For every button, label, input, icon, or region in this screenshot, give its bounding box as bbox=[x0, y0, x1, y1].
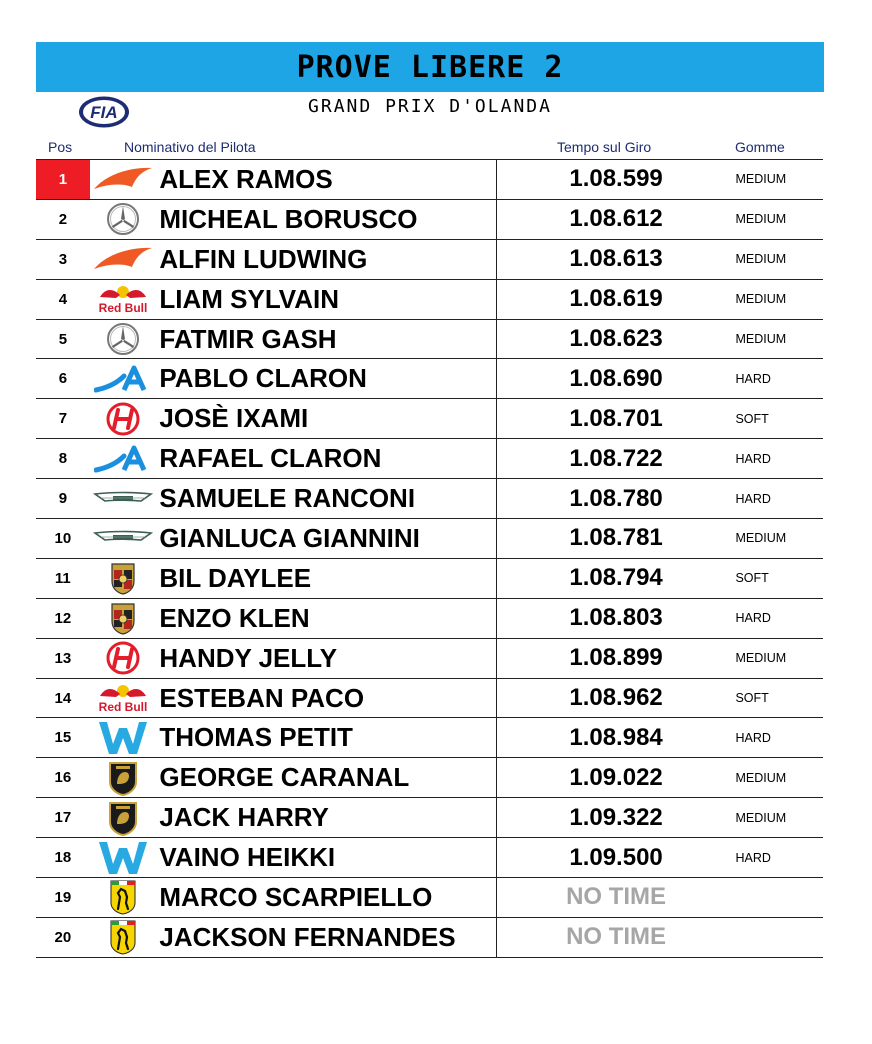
position-cell: 9 bbox=[58, 490, 68, 508]
driver-name: FATMIR GASH bbox=[155, 320, 496, 359]
tyre-compound: HARD bbox=[735, 730, 771, 745]
lap-time: 1.08.623 bbox=[569, 325, 663, 352]
driver-name: MICHEAL BORUSCO bbox=[155, 200, 496, 239]
tyre-compound: MEDIUM bbox=[735, 212, 787, 227]
tyre-compound: SOFT bbox=[735, 571, 769, 586]
tyre-compound: HARD bbox=[735, 451, 771, 466]
table-row bbox=[36, 439, 823, 479]
lap-time: 1.08.803 bbox=[569, 604, 663, 632]
position-cell: 2 bbox=[58, 210, 68, 228]
table-row bbox=[36, 160, 823, 200]
column-header-name: Nominativo del Pilota bbox=[124, 139, 256, 155]
lap-time: 1.08.612 bbox=[569, 205, 663, 233]
table-row bbox=[36, 798, 823, 838]
position-cell: 6 bbox=[58, 370, 68, 388]
tyre-compound: MEDIUM bbox=[735, 292, 787, 307]
driver-name: MARCO SCARPIELLO bbox=[155, 878, 496, 917]
alpine-icon bbox=[90, 439, 156, 478]
tyre-compound: HARD bbox=[735, 491, 771, 506]
table-row bbox=[36, 240, 823, 280]
driver-name: ALEX RAMOS bbox=[155, 160, 496, 199]
position-cell: 3 bbox=[58, 250, 68, 268]
redbull-icon bbox=[90, 280, 156, 319]
page-title: PROVE LIBERE 2 bbox=[296, 49, 564, 85]
aston-martin-icon bbox=[90, 519, 156, 558]
position-cell: 10 bbox=[54, 529, 72, 547]
column-header-tyre: Gomme bbox=[735, 139, 785, 155]
driver-name: HANDY JELLY bbox=[155, 639, 496, 678]
lap-time: 1.08.701 bbox=[569, 404, 663, 432]
table-row bbox=[36, 718, 823, 758]
results-table bbox=[36, 159, 823, 958]
table-row bbox=[36, 918, 823, 958]
tyre-compound: MEDIUM bbox=[735, 172, 787, 187]
tyre-compound: HARD bbox=[735, 611, 771, 626]
table-row bbox=[36, 758, 823, 798]
lap-time: 1.08.722 bbox=[569, 444, 663, 472]
lap-time: NO TIME bbox=[566, 923, 667, 951]
lap-time: NO TIME bbox=[566, 883, 667, 911]
position-cell: 17 bbox=[54, 809, 72, 827]
porsche-icon bbox=[90, 559, 156, 598]
position-cell: 13 bbox=[54, 649, 72, 667]
lap-time: 1.08.781 bbox=[569, 524, 663, 552]
driver-name: RAFAEL CLARON bbox=[155, 439, 496, 478]
mclaren-icon bbox=[90, 160, 156, 199]
driver-name: JACKSON FERNANDES bbox=[155, 918, 496, 957]
position-cell: 5 bbox=[58, 330, 68, 348]
table-row bbox=[36, 479, 823, 519]
position-cell: 15 bbox=[54, 729, 72, 747]
lap-time: 1.09.022 bbox=[569, 763, 663, 791]
driver-name: ALFIN LUDWING bbox=[155, 240, 496, 279]
driver-name: ESTEBAN PACO bbox=[155, 679, 496, 718]
tyre-compound: MEDIUM bbox=[735, 651, 787, 666]
driver-name: JOSÈ IXAMI bbox=[155, 399, 496, 438]
column-header-time: Tempo sul Giro bbox=[557, 139, 652, 155]
position-cell: 7 bbox=[58, 410, 68, 428]
position-cell: 19 bbox=[54, 888, 72, 906]
position-cell: 18 bbox=[54, 849, 72, 867]
tyre-compound: MEDIUM bbox=[735, 770, 787, 785]
ferrari-icon bbox=[90, 918, 156, 957]
table-row bbox=[36, 599, 823, 639]
table-row bbox=[36, 200, 823, 240]
driver-name: VAINO HEIKKI bbox=[155, 838, 496, 877]
position-cell: 8 bbox=[58, 450, 68, 468]
lap-time: 1.08.619 bbox=[569, 285, 663, 313]
lap-time: 1.08.613 bbox=[569, 245, 663, 273]
table-row bbox=[36, 679, 823, 719]
table-row bbox=[36, 519, 823, 559]
table-row bbox=[36, 359, 823, 399]
driver-name: BIL DAYLEE bbox=[155, 559, 496, 598]
table-row bbox=[36, 878, 823, 918]
table-row bbox=[36, 559, 823, 599]
tyre-compound: SOFT bbox=[735, 411, 769, 426]
svg-text:FIA: FIA bbox=[90, 103, 118, 122]
porsche-icon bbox=[90, 599, 156, 638]
position-cell: 11 bbox=[54, 569, 71, 587]
tyre-compound: MEDIUM bbox=[735, 531, 787, 546]
position-cell: 12 bbox=[54, 609, 72, 627]
lap-time: 1.08.599 bbox=[569, 165, 663, 193]
position-cell: 4 bbox=[58, 290, 68, 308]
table-row bbox=[36, 838, 823, 878]
position-cell: 20 bbox=[54, 928, 72, 946]
aston-martin-icon bbox=[90, 479, 156, 518]
ferrari-icon bbox=[90, 878, 156, 917]
mercedes-icon bbox=[90, 200, 156, 239]
driver-name: ENZO KLEN bbox=[155, 599, 496, 638]
title-banner bbox=[36, 42, 824, 92]
position-cell: 1 bbox=[36, 160, 90, 199]
table-row bbox=[36, 639, 823, 679]
tyre-compound: HARD bbox=[735, 371, 771, 386]
lamborghini-icon bbox=[90, 758, 156, 797]
tyre-compound: MEDIUM bbox=[735, 332, 787, 346]
tyre-compound: MEDIUM bbox=[735, 810, 787, 825]
svg-text:Red Bull: Red Bull bbox=[98, 301, 147, 316]
position-cell: 14 bbox=[54, 689, 72, 707]
table-row bbox=[36, 399, 823, 439]
mclaren-icon bbox=[90, 240, 156, 279]
driver-name: LIAM SYLVAIN bbox=[155, 280, 496, 319]
lap-time: 1.08.794 bbox=[569, 564, 663, 592]
table-row bbox=[36, 280, 823, 320]
tyre-compound: HARD bbox=[735, 850, 771, 865]
lap-time: 1.08.962 bbox=[569, 684, 663, 712]
haas-icon bbox=[90, 639, 156, 678]
driver-name: PABLO CLARON bbox=[155, 359, 496, 398]
column-header-pos: Pos bbox=[48, 139, 73, 155]
driver-name: GIANLUCA GIANNINI bbox=[155, 519, 496, 558]
position-cell: 16 bbox=[54, 769, 72, 787]
lap-time: 1.08.984 bbox=[569, 723, 663, 751]
svg-text:Red Bull: Red Bull bbox=[98, 700, 147, 715]
lamborghini-icon bbox=[90, 798, 156, 837]
driver-name: JACK HARRY bbox=[155, 798, 496, 837]
tyre-compound: SOFT bbox=[735, 691, 769, 706]
tyre-compound: MEDIUM bbox=[735, 252, 787, 267]
driver-name: GEORGE CARANAL bbox=[155, 758, 496, 797]
alpine-icon bbox=[90, 359, 156, 398]
redbull-icon bbox=[90, 679, 156, 718]
lap-time: 1.09.322 bbox=[569, 803, 663, 831]
mercedes-icon bbox=[90, 320, 156, 359]
race-subtitle: GRAND PRIX D'OLANDA bbox=[308, 96, 552, 117]
haas-icon bbox=[90, 399, 156, 438]
lap-time: 1.09.500 bbox=[569, 843, 663, 871]
williams-icon bbox=[90, 718, 156, 757]
williams-icon bbox=[90, 838, 156, 877]
lap-time: 1.08.780 bbox=[569, 484, 663, 512]
driver-name: THOMAS PETIT bbox=[155, 718, 496, 757]
table-row bbox=[36, 320, 823, 360]
lap-time: 1.08.690 bbox=[569, 364, 663, 392]
lap-time: 1.08.899 bbox=[569, 644, 663, 672]
driver-name: SAMUELE RANCONI bbox=[155, 479, 496, 518]
